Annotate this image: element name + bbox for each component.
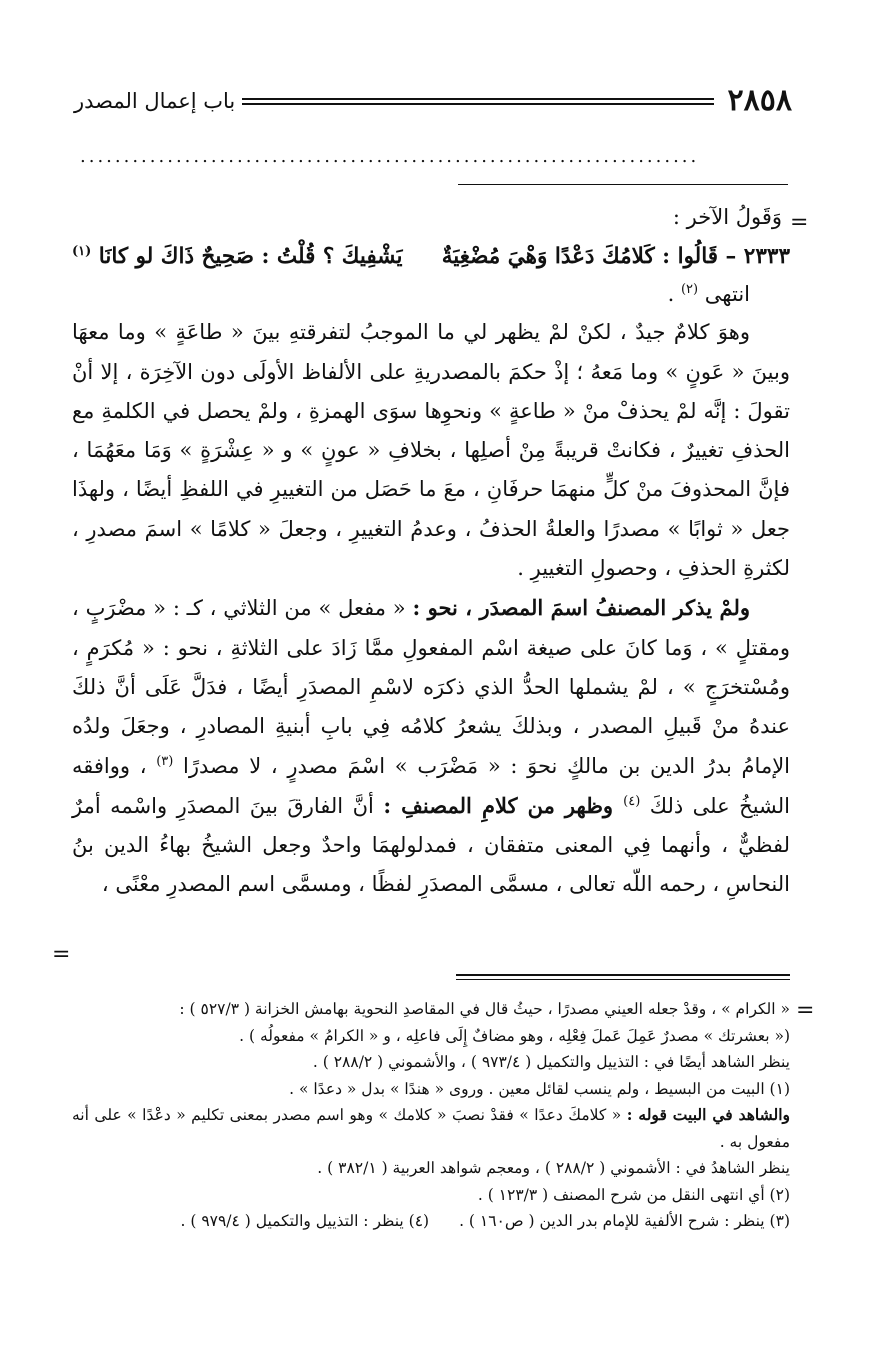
verse-second-hemistich: يَشْفِيكَ ؟ قُلْتُ : صَحِيحٌ ذَاكَ لو كانَا $^{(١)}$ — [72, 244, 403, 270]
footnote-ref[interactable]: (٢) — [680, 282, 699, 298]
footnote-2: (٢) أي انتهى النقل من شرح المصنف ( ١٢٣/٣ ) . — [477, 1185, 790, 1204]
continuation-mark-notes: = — [796, 998, 815, 1023]
footnote-separator — [456, 974, 790, 976]
footnote-3-4 — [72, 1208, 790, 1235]
header-rule — [242, 103, 714, 105]
paragraph: ولمْ يذكر المصنفُ اسمَ المصدَر ، نحو : « مفعل » من الثلاثي ، كـ : « مضْرَبٍ ، ومقتلٍ » ، وَما كانَ على صيغة اسْم المفعولِ ممَّا زَادَ على الثلاثةِ ، نحو : « مُكرَمٍ ، ومُسْتخرَجٍ » ، لمْ يشملها الحدُّ الذي ذكرَه لاسْمِ المصدَرِ أيضًا ، فدَلَّ عَلَى أنَّ ذلكَ عندهُ منْ قَبيلِ المصدر ، وبذلكَ يشعرُ كلامُه فِي بابِ أبنيةِ المصادرِ ، وجعَلَ ولدُه الإمامُ بدرُ الدين بن مالكٍ نحوَ : « مَضْرَب » اسْمَ مصدرٍ ، لا مصدرًا $^{(٣)}$ ، ووافقه الشيخُ على ذلكَ $^{(٤)}$ وظهر من كلامِ المصنفِ : أنَّ الفارقَ بينَ المصدَرِ واسْمه أمرٌ لفظيٌّ ، وأنهما فِي المعنى متفقان ، فمدلولهمَا واحدٌ وجعل الشيخُ بهاءُ الدين بنُ النحاسِ ، رحمه اللّه تعالى ، مسمَّى المصدَرِ لفظًا ، ومسمَّى اسم المصدرِ معْنًى ، — [72, 595, 790, 897]
keyword-bold: وظهر من كلامِ المصنفِ : — [383, 792, 624, 818]
verse-intro: وَقَولُ الآخر : — [672, 205, 782, 229]
continuation-mark-body: = — [52, 942, 71, 967]
footnote-continued: (« بعشرتك » مصدرٌ عَمِلَ عَملَ فِعْلِه ، وهو مضافٌ إِلَى فاعلِه ، و « الكرامُ » مفعولُه ) . — [239, 1026, 790, 1045]
section-divider — [458, 184, 788, 185]
footnote-continued: ينظر الشاهد أيضًا في : التذييل والتكميل ( ٩٧٣/٤ ) ، والأشموني ( ٢٨٨/٢ ) . — [312, 1053, 790, 1071]
verse-first-hemistich: ٢٣٣٣ – قَالُوا : كَلامُكَ دَعْدًا وَهْيَ مُضْغِيَةٌ — [441, 244, 790, 270]
page-number: ٢٨٥٨ — [727, 83, 792, 118]
footnote-ref[interactable]: (٣) — [156, 753, 174, 769]
footnotes — [72, 996, 790, 1235]
paragraph: وهوَ كلامٌ جيدٌ ، لكنْ لمْ يظهر لي ما الموجبُ لتفرقتهِ بينَ « طاعَةٍ » وما معهَا وبينَ « عَونٍ » وما مَعهُ ؛ إذْ حكمَ بالمصدريةِ على الألفاظ الأولَى دون الآخِرَة ، إلا أنْ تقولَ : إنَّه لمْ يحذفْ منْ « طاعةٍ » ونحوِها سوَى الهمزةِ ، ولمْ يحصل في الكلمةِ مع الحذفِ تغييرٌ ، فكانتْ قريبةً مِنْ أصلِها ، بخلافِ « عونٍ » و « عِشْرَةٍ » وَمَا معَهُمَا ، فإنَّ المحذوفَ منْ كلٍّ منهمَا حرفَانِ ، معَ ما حَصَل من التغييرِ في اللفظِ أيضًا ، ولهذَا جعل « ثوابًا » مصدرًا والعلةُ الحذفُ ، وعدمُ التغييرِ ، وجعلَ « كلامًا » اسمَ مصدرِ ، لكثرةِ الحذفِ ، وحصولِ التغييرِ . — [72, 320, 790, 581]
footnote-3: (٣) ينظر : شرح الألفية للإمام بدر الدين ( ص١٦٠ ) . — [459, 1212, 790, 1230]
footnote-1-shahid: والشاهد في البيت قوله : « كلامكَ دعدًا » فقدْ نصبَ « كلامك » وهو اسم مصدر بمعنى تكليم « دعْدًا » على أنه مفعول به . — [72, 1105, 791, 1151]
header-rule — [242, 98, 714, 100]
keyword-bold: والشاهد في البيت قوله : — [626, 1105, 791, 1124]
footnote-ref[interactable]: (١) — [72, 244, 92, 260]
main-text — [72, 198, 790, 905]
verse-number: ٢٣٣٣ — [743, 244, 790, 270]
chapter-title: باب إعمال المصدر — [74, 89, 236, 113]
footnote-separator — [456, 979, 790, 980]
poetry-verse — [72, 239, 790, 275]
footnote-continued: « الكرام » ، وقدْ جعله العيني مصدرًا ، حيثُ قال في المقاصدِ النحوية بهامش الخزانة ( ٥٢٧/٣ ) : — [179, 1000, 790, 1018]
footnote-1: (١) البيت من البسيط ، ولم ينسب لقائل معين . وروى « هندًا » بدل « دعدًا » . — [289, 1079, 790, 1098]
quote-end: انتهى $^{(٢)}$ . — [667, 282, 750, 307]
footnote-4: (٤) ينظر : التذييل والتكميل ( ٩٧٩/٤ ) . — [180, 1212, 430, 1230]
footnote-1-refs: ينظر الشاهدُ في : الأشموني ( ٢٨٨/٢ ) ، ومعجم شواهد العربية ( ٣٨٢/١ ) . — [317, 1159, 790, 1177]
keyword-bold: ولمْ يذكر المصنفُ اسمَ المصدَر ، نحو : — [412, 595, 750, 621]
footnote-ref[interactable]: (٤) — [623, 793, 641, 809]
continuation-mark-top: = — [790, 210, 809, 235]
running-header — [74, 84, 792, 118]
omission-dots: ....................................................................... — [80, 146, 700, 167]
